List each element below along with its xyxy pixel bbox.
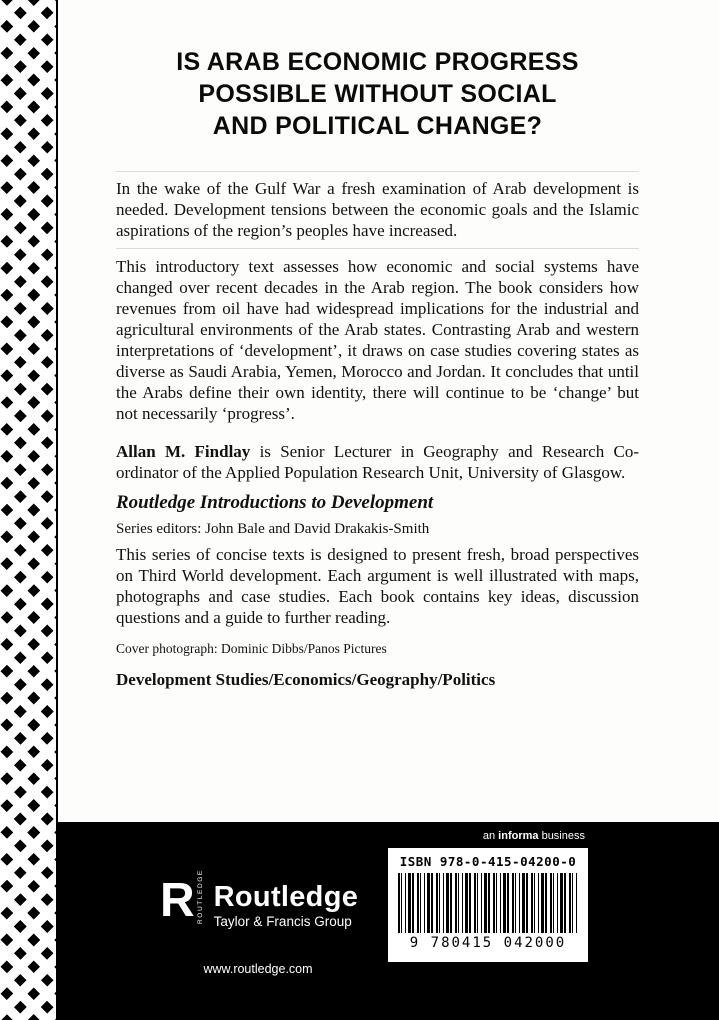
paragraph-author-bio (116, 441, 639, 483)
informa-wordmark: informa (498, 830, 539, 842)
routledge-logo (160, 869, 359, 929)
routledge-vertical-text: ROUTLEDGE (196, 869, 204, 924)
author-bio-text: is Senior Lecturer in Geography and Research Co-ordinator of the Applied Population Research Unit, University of Glasgow. (116, 442, 639, 482)
taylor-francis-group-label: Taylor & Francis Group (213, 914, 352, 929)
informa-text: business (538, 830, 585, 842)
subject-categories: Development Studies/Economics/Geography/Politics (116, 670, 496, 689)
informa-business-tagline (483, 830, 585, 842)
paragraph-description: This introductory text assesses how economic and social systems have changed over recent decades in the Arab region. The book considers how revenues from oil have had widespread implications for the industrial and agricultural environments of the Arab states. Contrasting Arab and western interpretations of ‘development’, it draws on case studies covering states as diverse as Saudi Arabia, Yemen, Morocco and Jordan. It concludes that until the Arabs define their own identity, there will continue to be ‘change’ but not necessarily ‘progress’. (116, 257, 639, 423)
paragraph-intro: In the wake of the Gulf War a fresh examination of Arab development is needed. Development tensions between the economic goals and the Islamic aspirations of the region’s peoples have increased. (116, 179, 639, 240)
divider-rule (116, 248, 639, 249)
publisher-website: www.routledge.com (203, 962, 313, 976)
barcode-bars-icon (398, 873, 578, 933)
publisher-name: Routledge (213, 881, 359, 913)
series-heading: Routledge Introductions to Development (116, 492, 434, 513)
cover-text-content (56, 0, 719, 690)
series-editors: Series editors: John Bale and David Drakakis-Smith (116, 521, 430, 537)
book-title-line: AND POLITICAL CHANGE? (212, 112, 543, 140)
book-title-line: POSSIBLE WITHOUT SOCIAL (198, 80, 557, 108)
isbn-label: ISBN 978-0-415-04200-0 (399, 854, 577, 869)
routledge-r-icon: R (160, 874, 195, 927)
divider-rule (116, 171, 639, 172)
cover-photo-credit: Cover photograph: Dominic Dibbs/Panos Pictures (116, 641, 387, 656)
publisher-footer-band (0, 822, 719, 1020)
isbn-barcode-box (388, 848, 588, 962)
informa-text: an (482, 830, 499, 842)
book-title (116, 46, 639, 142)
author-name: Allan M. Findlay (116, 442, 251, 461)
decorative-zigzag-border (0, 0, 58, 1020)
barcode-digits: 9 780415 042000 (409, 935, 567, 951)
routledge-wordmark (214, 882, 358, 929)
series-description: This series of concise texts is designed to present fresh, broad perspectives on Third World development. Each argument is well illustrated with maps, photographs and case studies. Each book contains key ideas, discussion questions and a guide to further reading. (116, 545, 639, 627)
book-title-line: IS ARAB ECONOMIC PROGRESS (176, 48, 579, 76)
